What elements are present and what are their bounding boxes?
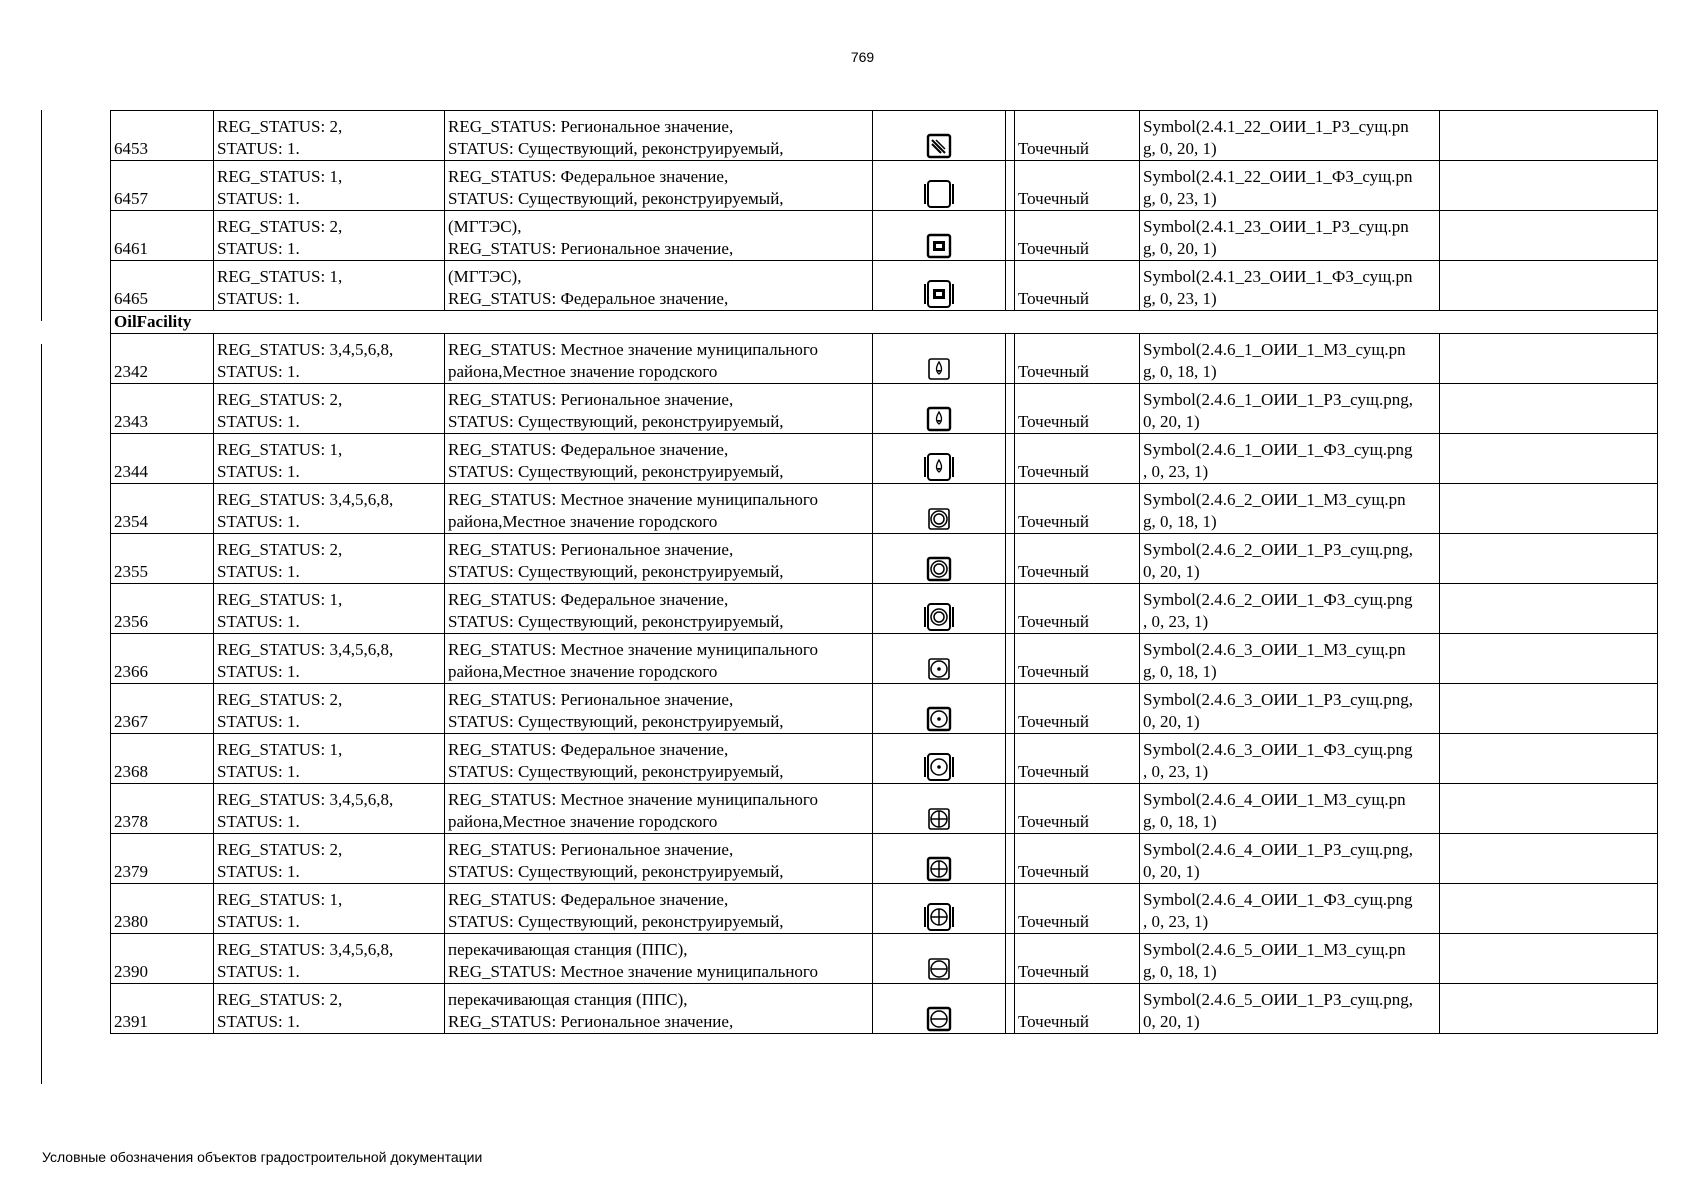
symbol-file-line-2: 0, 20, 1) <box>1143 412 1200 431</box>
column-gap <box>1006 684 1015 734</box>
filter-line-2: STATUS: 1. <box>217 412 300 431</box>
symbol-file-line-2: g, 0, 23, 1) <box>1143 289 1217 308</box>
symbol-file <box>1140 634 1440 684</box>
object-code: 2378 <box>111 784 214 834</box>
symbol-file <box>1140 384 1440 434</box>
filter-condition <box>214 161 445 211</box>
filter-line-2: STATUS: 1. <box>217 462 300 481</box>
filter-condition <box>214 734 445 784</box>
filter-line-2: STATUS: 1. <box>217 239 300 258</box>
legend-table <box>110 110 1658 1034</box>
column-gap <box>1006 584 1015 634</box>
empty-cell <box>1440 111 1658 161</box>
symbol-file-line-1: Symbol(2.4.1_23_ОИИ_1_ФЗ_сущ.pn <box>1143 267 1413 286</box>
symbol-file <box>1140 884 1440 934</box>
description-line-2: STATUS: Существующий, реконструируемый, <box>448 462 784 481</box>
pump-station-rz-icon <box>925 1008 953 1027</box>
table-row <box>111 434 1658 484</box>
filter-line-1: REG_STATUS: 3,4,5,6,8, <box>217 490 394 509</box>
symbol-file-line-1: Symbol(2.4.6_1_ОИИ_1_ФЗ_сущ.png <box>1143 440 1413 459</box>
geometry-type: Точечный <box>1015 684 1140 734</box>
empty-cell <box>1440 484 1658 534</box>
filter-condition <box>214 834 445 884</box>
oil-drop-rz-icon <box>925 408 953 427</box>
filter-line-2: STATUS: 1. <box>217 962 300 981</box>
symbol-file <box>1140 934 1440 984</box>
object-code: 6453 <box>111 111 214 161</box>
geometry-type: Точечный <box>1015 211 1140 261</box>
empty-cell <box>1440 211 1658 261</box>
description <box>445 161 873 211</box>
double-ring-fz-icon <box>923 606 955 625</box>
filter-line-1: REG_STATUS: 1, <box>217 590 343 609</box>
column-gap <box>1006 484 1015 534</box>
left-margin-line-bottom <box>41 344 42 1084</box>
object-code: 2367 <box>111 684 214 734</box>
geometry-type: Точечный <box>1015 161 1140 211</box>
symbol-cell <box>873 534 1006 584</box>
table-row <box>111 834 1658 884</box>
description-line-2: района,Местное значение городского <box>448 512 718 531</box>
symbol-file-line-2: g, 0, 20, 1) <box>1143 139 1217 158</box>
filter-condition <box>214 111 445 161</box>
description <box>445 784 873 834</box>
symbol-file-line-1: Symbol(2.4.6_3_ОИИ_1_РЗ_сущ.png, <box>1143 690 1413 709</box>
symbol-file-line-2: g, 0, 18, 1) <box>1143 662 1217 681</box>
description-line-2: STATUS: Существующий, реконструируемый, <box>448 562 784 581</box>
column-gap <box>1006 634 1015 684</box>
symbol-file-line-1: Symbol(2.4.6_1_ОИИ_1_МЗ_сущ.pn <box>1143 340 1406 359</box>
symbol-cell <box>873 684 1006 734</box>
filter-condition <box>214 784 445 834</box>
symbol-file-line-1: Symbol(2.4.6_2_ОИИ_1_МЗ_сущ.pn <box>1143 490 1406 509</box>
symbol-cell <box>873 111 1006 161</box>
symbol-file-line-1: Symbol(2.4.6_4_ОИИ_1_ФЗ_сущ.png <box>1143 890 1413 909</box>
symbol-file-line-2: 0, 20, 1) <box>1143 862 1200 881</box>
column-gap <box>1006 111 1015 161</box>
filter-line-1: REG_STATUS: 2, <box>217 690 343 709</box>
description <box>445 211 873 261</box>
symbol-cell <box>873 884 1006 934</box>
filter-line-1: REG_STATUS: 1, <box>217 267 343 286</box>
column-gap <box>1006 434 1015 484</box>
filter-line-2: STATUS: 1. <box>217 139 300 158</box>
page-number: 769 <box>850 49 875 65</box>
description-line-2: STATUS: Существующий, реконструируемый, <box>448 612 784 631</box>
description-line-2: района,Местное значение городского <box>448 662 718 681</box>
symbol-cell <box>873 984 1006 1034</box>
dot-circle-fz-icon <box>923 756 955 775</box>
empty-cell <box>1440 734 1658 784</box>
filter-condition <box>214 211 445 261</box>
filter-line-1: REG_STATUS: 2, <box>217 390 343 409</box>
description-line-1: REG_STATUS: Федеральное значение, <box>448 590 729 609</box>
mgtes-fz-icon <box>923 283 955 302</box>
symbol-cell <box>873 334 1006 384</box>
filter-condition <box>214 684 445 734</box>
description <box>445 484 873 534</box>
filter-line-1: REG_STATUS: 1, <box>217 440 343 459</box>
empty-cell <box>1440 884 1658 934</box>
object-code: 2354 <box>111 484 214 534</box>
symbol-file-line-2: 0, 20, 1) <box>1143 562 1200 581</box>
symbol-file-line-2: g, 0, 23, 1) <box>1143 189 1217 208</box>
geometry-type: Точечный <box>1015 584 1140 634</box>
filter-line-2: STATUS: 1. <box>217 362 300 381</box>
symbol-file <box>1140 734 1440 784</box>
description <box>445 584 873 634</box>
hydro-fz-icon <box>923 183 955 202</box>
table-row <box>111 784 1658 834</box>
description <box>445 384 873 434</box>
symbol-file-line-2: 0, 20, 1) <box>1143 712 1200 731</box>
symbol-file-line-2: , 0, 23, 1) <box>1143 462 1209 481</box>
empty-cell <box>1440 261 1658 311</box>
filter-line-2: STATUS: 1. <box>217 189 300 208</box>
column-gap <box>1006 734 1015 784</box>
table-row <box>111 634 1658 684</box>
description-line-2: REG_STATUS: Федеральное значение, <box>448 289 729 308</box>
symbol-file-line-2: g, 0, 20, 1) <box>1143 239 1217 258</box>
symbol-cell <box>873 584 1006 634</box>
empty-cell <box>1440 684 1658 734</box>
description-line-1: REG_STATUS: Федеральное значение, <box>448 440 729 459</box>
table-row <box>111 334 1658 384</box>
symbol-file <box>1140 261 1440 311</box>
filter-line-2: STATUS: 1. <box>217 562 300 581</box>
filter-condition <box>214 884 445 934</box>
description-line-2: STATUS: Существующий, реконструируемый, <box>448 189 784 208</box>
object-code: 2356 <box>111 584 214 634</box>
object-code: 2344 <box>111 434 214 484</box>
symbol-file <box>1140 434 1440 484</box>
description-line-2: REG_STATUS: Региональное значение, <box>448 239 734 258</box>
empty-cell <box>1440 834 1658 884</box>
symbol-cell <box>873 934 1006 984</box>
symbol-cell <box>873 211 1006 261</box>
description-line-1: REG_STATUS: Региональное значение, <box>448 390 734 409</box>
table-row <box>111 534 1658 584</box>
description <box>445 884 873 934</box>
column-gap <box>1006 161 1015 211</box>
filter-line-2: STATUS: 1. <box>217 612 300 631</box>
empty-cell <box>1440 584 1658 634</box>
description-line-1: (МГТЭС), <box>448 267 522 286</box>
table-row <box>111 211 1658 261</box>
filter-condition <box>214 261 445 311</box>
cross-circle-mz-icon <box>925 808 953 827</box>
table-row <box>111 384 1658 434</box>
filter-line-1: REG_STATUS: 3,4,5,6,8, <box>217 940 394 959</box>
object-code: 2366 <box>111 634 214 684</box>
symbol-file-line-2: g, 0, 18, 1) <box>1143 512 1217 531</box>
filter-condition <box>214 584 445 634</box>
column-gap <box>1006 834 1015 884</box>
filter-line-2: STATUS: 1. <box>217 712 300 731</box>
description-line-1: (МГТЭС), <box>448 217 522 236</box>
description-line-2: STATUS: Существующий, реконструируемый, <box>448 712 784 731</box>
symbol-file <box>1140 534 1440 584</box>
table-row <box>111 484 1658 534</box>
geometry-type: Точечный <box>1015 934 1140 984</box>
geometry-type: Точечный <box>1015 634 1140 684</box>
filter-line-1: REG_STATUS: 1, <box>217 740 343 759</box>
description-line-2: STATUS: Существующий, реконструируемый, <box>448 862 784 881</box>
double-ring-mz-icon <box>925 508 953 527</box>
description <box>445 684 873 734</box>
geometry-type: Точечный <box>1015 384 1140 434</box>
symbol-cell <box>873 834 1006 884</box>
description <box>445 261 873 311</box>
symbol-file-line-1: Symbol(2.4.6_3_ОИИ_1_МЗ_сущ.pn <box>1143 640 1406 659</box>
object-code: 6465 <box>111 261 214 311</box>
filter-condition <box>214 334 445 384</box>
section-row <box>111 311 1658 334</box>
description <box>445 111 873 161</box>
symbol-file-line-1: Symbol(2.4.1_23_ОИИ_1_РЗ_сущ.pn <box>1143 217 1409 236</box>
description-line-2: района,Местное значение городского <box>448 362 718 381</box>
column-gap <box>1006 334 1015 384</box>
description-line-2: STATUS: Существующий, реконструируемый, <box>448 912 784 931</box>
filter-line-2: STATUS: 1. <box>217 1012 300 1031</box>
filter-line-1: REG_STATUS: 2, <box>217 540 343 559</box>
description-line-1: перекачивающая станция (ППС), <box>448 940 688 959</box>
description <box>445 734 873 784</box>
table-row <box>111 261 1658 311</box>
table-row <box>111 161 1658 211</box>
filter-line-1: REG_STATUS: 2, <box>217 117 343 136</box>
symbol-file <box>1140 111 1440 161</box>
description-line-1: REG_STATUS: Местное значение муниципального <box>448 490 818 509</box>
empty-cell <box>1440 384 1658 434</box>
object-code: 2390 <box>111 934 214 984</box>
empty-cell <box>1440 434 1658 484</box>
filter-line-1: REG_STATUS: 3,4,5,6,8, <box>217 340 394 359</box>
description-line-2: STATUS: Существующий, реконструируемый, <box>448 139 784 158</box>
symbol-cell <box>873 784 1006 834</box>
column-gap <box>1006 984 1015 1034</box>
filter-line-2: STATUS: 1. <box>217 512 300 531</box>
table-row <box>111 684 1658 734</box>
column-gap <box>1006 261 1015 311</box>
empty-cell <box>1440 334 1658 384</box>
empty-cell <box>1440 634 1658 684</box>
object-code: 6461 <box>111 211 214 261</box>
footer-caption: Условные обозначения объектов градостроительной документации <box>42 1149 483 1165</box>
filter-line-1: REG_STATUS: 1, <box>217 890 343 909</box>
description <box>445 934 873 984</box>
filter-line-2: STATUS: 1. <box>217 862 300 881</box>
filter-condition <box>214 984 445 1034</box>
geometry-type: Точечный <box>1015 834 1140 884</box>
description-line-1: REG_STATUS: Местное значение муниципального <box>448 790 818 809</box>
empty-cell <box>1440 784 1658 834</box>
symbol-cell <box>873 484 1006 534</box>
filter-condition <box>214 634 445 684</box>
geometry-type: Точечный <box>1015 111 1140 161</box>
filter-condition <box>214 534 445 584</box>
symbol-file <box>1140 584 1440 634</box>
empty-cell <box>1440 161 1658 211</box>
description-line-1: REG_STATUS: Федеральное значение, <box>448 890 729 909</box>
object-code: 6457 <box>111 161 214 211</box>
empty-cell <box>1440 534 1658 584</box>
dot-circle-rz-icon <box>925 708 953 727</box>
geometry-type: Точечный <box>1015 434 1140 484</box>
filter-condition <box>214 484 445 534</box>
description <box>445 984 873 1034</box>
filter-condition <box>214 434 445 484</box>
description-line-2: STATUS: Существующий, реконструируемый, <box>448 762 784 781</box>
description <box>445 534 873 584</box>
filter-line-2: STATUS: 1. <box>217 289 300 308</box>
column-gap <box>1006 384 1015 434</box>
symbol-file <box>1140 784 1440 834</box>
filter-line-1: REG_STATUS: 3,4,5,6,8, <box>217 790 394 809</box>
symbol-file <box>1140 484 1440 534</box>
symbol-file-line-2: g, 0, 18, 1) <box>1143 362 1217 381</box>
symbol-file <box>1140 834 1440 884</box>
filter-line-2: STATUS: 1. <box>217 912 300 931</box>
cross-circle-fz-icon <box>923 906 955 925</box>
symbol-cell <box>873 384 1006 434</box>
filter-line-2: STATUS: 1. <box>217 662 300 681</box>
filter-line-2: STATUS: 1. <box>217 812 300 831</box>
description-line-2: REG_STATUS: Местное значение муниципального <box>448 962 818 981</box>
symbol-cell <box>873 434 1006 484</box>
description-line-1: REG_STATUS: Региональное значение, <box>448 840 734 859</box>
left-margin-line-top <box>41 110 42 321</box>
symbol-cell <box>873 161 1006 211</box>
symbol-file-line-1: Symbol(2.4.6_4_ОИИ_1_МЗ_сущ.pn <box>1143 790 1406 809</box>
symbol-file-line-1: Symbol(2.4.6_2_ОИИ_1_РЗ_сущ.png, <box>1143 540 1413 559</box>
symbol-file-line-1: Symbol(2.4.6_4_ОИИ_1_РЗ_сущ.png, <box>1143 840 1413 859</box>
filter-line-1: REG_STATUS: 3,4,5,6,8, <box>217 640 394 659</box>
symbol-file-line-1: Symbol(2.4.6_5_ОИИ_1_РЗ_сущ.png, <box>1143 990 1413 1009</box>
table-row <box>111 584 1658 634</box>
hydro-rz-icon <box>925 135 953 154</box>
section-title: OilFacility <box>111 311 1658 334</box>
description-line-1: REG_STATUS: Местное значение муниципального <box>448 340 818 359</box>
empty-cell <box>1440 934 1658 984</box>
column-gap <box>1006 884 1015 934</box>
description <box>445 434 873 484</box>
symbol-file-line-1: Symbol(2.4.6_1_ОИИ_1_РЗ_сущ.png, <box>1143 390 1413 409</box>
filter-line-1: REG_STATUS: 1, <box>217 167 343 186</box>
symbol-file-line-2: 0, 20, 1) <box>1143 1012 1200 1031</box>
column-gap <box>1006 211 1015 261</box>
description-line-1: перекачивающая станция (ППС), <box>448 990 688 1009</box>
column-gap <box>1006 784 1015 834</box>
description-line-2: REG_STATUS: Региональное значение, <box>448 1012 734 1031</box>
pump-station-mz-icon <box>925 958 953 977</box>
table-row <box>111 111 1658 161</box>
table-row <box>111 884 1658 934</box>
geometry-type: Точечный <box>1015 261 1140 311</box>
object-code: 2391 <box>111 984 214 1034</box>
description-line-1: REG_STATUS: Региональное значение, <box>448 690 734 709</box>
symbol-cell <box>873 634 1006 684</box>
double-ring-rz-icon <box>925 558 953 577</box>
symbol-file-line-1: Symbol(2.4.6_3_ОИИ_1_ФЗ_сущ.png <box>1143 740 1413 759</box>
object-code: 2343 <box>111 384 214 434</box>
description-line-1: REG_STATUS: Местное значение муниципального <box>448 640 818 659</box>
description <box>445 834 873 884</box>
table-row <box>111 984 1658 1034</box>
symbol-file-line-2: , 0, 23, 1) <box>1143 612 1209 631</box>
object-code: 2355 <box>111 534 214 584</box>
description-line-1: REG_STATUS: Федеральное значение, <box>448 740 729 759</box>
description <box>445 334 873 384</box>
table-row <box>111 934 1658 984</box>
oil-drop-mz-icon <box>925 358 953 377</box>
description-line-1: REG_STATUS: Федеральное значение, <box>448 167 729 186</box>
oil-drop-fz-icon <box>923 456 955 475</box>
symbol-file-line-1: Symbol(2.4.1_22_ОИИ_1_ФЗ_сущ.pn <box>1143 167 1413 186</box>
description-line-2: STATUS: Существующий, реконструируемый, <box>448 412 784 431</box>
symbol-file-line-1: Symbol(2.4.6_2_ОИИ_1_ФЗ_сущ.png <box>1143 590 1413 609</box>
symbol-cell <box>873 261 1006 311</box>
empty-cell <box>1440 984 1658 1034</box>
symbol-file-line-2: , 0, 23, 1) <box>1143 912 1209 931</box>
symbol-file <box>1140 684 1440 734</box>
symbol-file-line-2: , 0, 23, 1) <box>1143 762 1209 781</box>
symbol-file <box>1140 334 1440 384</box>
object-code: 2379 <box>111 834 214 884</box>
filter-line-1: REG_STATUS: 2, <box>217 840 343 859</box>
description-line-2: района,Местное значение городского <box>448 812 718 831</box>
filter-condition <box>214 384 445 434</box>
description-line-1: REG_STATUS: Региональное значение, <box>448 540 734 559</box>
column-gap <box>1006 934 1015 984</box>
symbol-cell <box>873 734 1006 784</box>
object-code: 2368 <box>111 734 214 784</box>
geometry-type: Точечный <box>1015 484 1140 534</box>
geometry-type: Точечный <box>1015 784 1140 834</box>
dot-circle-mz-icon <box>925 658 953 677</box>
geometry-type: Точечный <box>1015 734 1140 784</box>
geometry-type: Точечный <box>1015 984 1140 1034</box>
symbol-file-line-1: Symbol(2.4.6_5_ОИИ_1_МЗ_сущ.pn <box>1143 940 1406 959</box>
filter-line-2: STATUS: 1. <box>217 762 300 781</box>
geometry-type: Точечный <box>1015 884 1140 934</box>
symbol-file <box>1140 161 1440 211</box>
object-code: 2342 <box>111 334 214 384</box>
object-code: 2380 <box>111 884 214 934</box>
geometry-type: Точечный <box>1015 534 1140 584</box>
symbol-file-line-2: g, 0, 18, 1) <box>1143 812 1217 831</box>
geometry-type: Точечный <box>1015 334 1140 384</box>
cross-circle-rz-icon <box>925 858 953 877</box>
filter-line-1: REG_STATUS: 2, <box>217 217 343 236</box>
table-row <box>111 734 1658 784</box>
description <box>445 634 873 684</box>
description-line-1: REG_STATUS: Региональное значение, <box>448 117 734 136</box>
symbol-file-line-1: Symbol(2.4.1_22_ОИИ_1_РЗ_сущ.pn <box>1143 117 1409 136</box>
column-gap <box>1006 534 1015 584</box>
filter-condition <box>214 934 445 984</box>
symbol-file-line-2: g, 0, 18, 1) <box>1143 962 1217 981</box>
symbol-file <box>1140 984 1440 1034</box>
mgtes-rz-icon <box>925 235 953 254</box>
filter-line-1: REG_STATUS: 2, <box>217 990 343 1009</box>
symbol-file <box>1140 211 1440 261</box>
